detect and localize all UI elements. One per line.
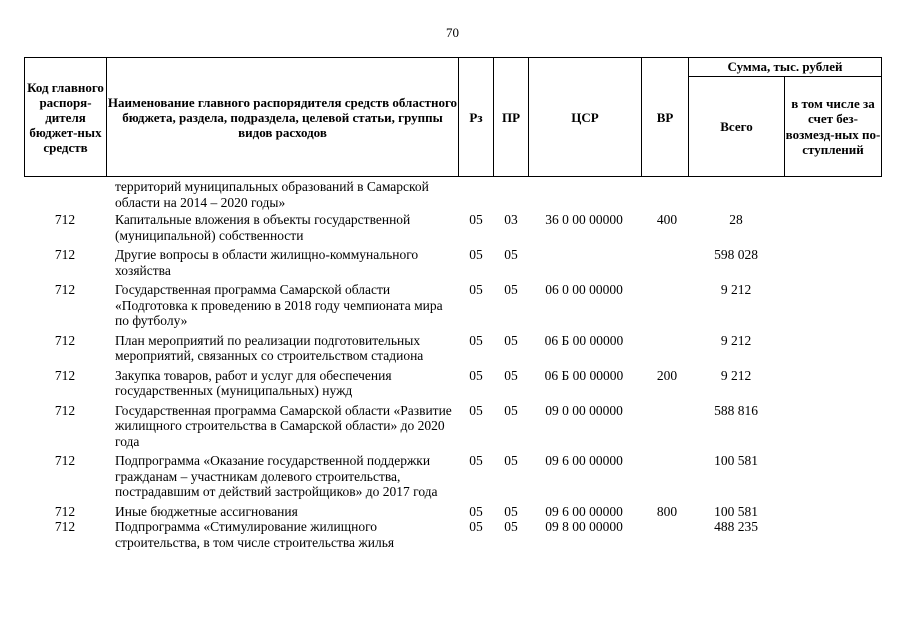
- row-rz: 05: [469, 503, 483, 519]
- row-total: 100 581: [714, 503, 758, 519]
- row-code: 712: [54, 282, 76, 297]
- row-code: 712: [54, 519, 76, 534]
- page-number: 70: [446, 25, 459, 40]
- table-row: [24, 333, 882, 364]
- row-name: План мероприятий по реализации подготовительных мероприятий, связанных со строительством стадиона: [115, 332, 424, 363]
- table-row: [24, 519, 882, 550]
- row-pr: 05: [504, 519, 518, 534]
- row-pr: 05: [504, 402, 518, 418]
- row-code: 712: [54, 503, 76, 519]
- row-rz: 05: [469, 332, 483, 348]
- row-name: Подпрограмма «Оказание государственной поддержки гражданам – участникам долевого строительства, пострадавшим от действий застройщиков» до 2017 года: [115, 453, 438, 499]
- row-pr: 03: [504, 212, 518, 227]
- row-name: территорий муниципальных образований в Самарской области на 2014 – 2020 годы»: [115, 179, 429, 210]
- row-csr: 06 0 00 00000: [545, 282, 623, 297]
- row-vr: 400: [656, 212, 678, 227]
- row-name: Государственная программа Самарской области «Подготовка к проведению в 2018 году чемпионата мира по футболу»: [115, 282, 443, 328]
- row-name: Капитальные вложения в объекты государственной (муниципальной) собственности: [115, 212, 411, 243]
- table-row: [24, 368, 882, 399]
- header-code: Код главного распоря-дителя бюджет-ных средств: [25, 58, 107, 176]
- row-csr: 09 0 00 00000: [545, 402, 623, 418]
- row-vr: 800: [656, 503, 678, 519]
- row-name: Закупка товаров, работ и услуг для обеспечения государственных (муниципальных) нужд: [115, 367, 392, 398]
- row-name: Иные бюджетные ассигнования: [115, 503, 298, 519]
- row-total: 100 581: [714, 453, 758, 468]
- row-csr: 06 Б 00 00000: [544, 332, 624, 348]
- header-grants: в том числе за счет без-возмезд-ных по-ступлений: [785, 95, 881, 157]
- row-name: Другие вопросы в области жилищно-коммунального хозяйства: [115, 247, 419, 278]
- row-total: 28: [729, 212, 743, 227]
- header-rz: Рз: [459, 58, 494, 176]
- header-vr: ВР: [642, 58, 689, 176]
- row-csr: 06 Б 00 00000: [544, 367, 624, 383]
- header-csr: ЦСР: [529, 58, 642, 176]
- table-body: [24, 179, 882, 554]
- row-rz: 05: [469, 367, 483, 383]
- table-row: [24, 403, 882, 450]
- row-rz: 05: [469, 282, 483, 297]
- row-name: Подпрограмма «Стимулирование жилищного строительства, в том числе строительства жилья: [115, 519, 395, 550]
- row-rz: 05: [469, 402, 483, 418]
- row-rz: 05: [469, 453, 483, 468]
- table-header: [24, 57, 882, 177]
- row-csr: 09 6 00 00000: [545, 503, 623, 519]
- row-pr: 05: [504, 282, 518, 297]
- row-pr: 05: [504, 503, 518, 519]
- row-total: 9 212: [720, 282, 752, 297]
- table-row: [24, 247, 882, 278]
- row-pr: 05: [504, 367, 518, 383]
- table-row: [24, 504, 882, 520]
- row-csr: 09 6 00 00000: [545, 453, 623, 468]
- row-code: 712: [54, 332, 76, 348]
- row-code: 712: [54, 247, 76, 262]
- row-total: 488 235: [714, 519, 758, 534]
- row-code: 712: [54, 212, 76, 227]
- header-name: Наименование главного распорядителя средств областного бюджета, раздела, подраздела, целевой статьи, группы видов расходов: [107, 58, 459, 176]
- row-code: 712: [54, 402, 76, 418]
- row-pr: 05: [504, 332, 518, 348]
- table-row: [24, 212, 882, 243]
- row-vr: 200: [656, 367, 678, 383]
- row-rz: 05: [469, 519, 483, 534]
- header-sum: Сумма, тыс. рублей: [689, 58, 881, 77]
- row-csr: 36 0 00 00000: [545, 212, 623, 227]
- row-name: Государственная программа Самарской области «Развитие жилищного строительства в Самарской области» до 2020 года: [115, 402, 452, 449]
- row-rz: 05: [469, 212, 483, 227]
- row-total: 9 212: [720, 367, 752, 383]
- row-total: 588 816: [714, 402, 758, 418]
- header-total: Всего: [689, 77, 785, 176]
- row-rz: 05: [469, 247, 483, 262]
- header-pr: ПР: [494, 58, 529, 176]
- table-row: [24, 179, 882, 210]
- table-row: [24, 453, 882, 500]
- row-pr: 05: [504, 247, 518, 262]
- row-code: 712: [54, 453, 76, 468]
- row-csr: 09 8 00 00000: [545, 519, 623, 534]
- row-total: 598 028: [714, 247, 758, 262]
- row-total: 9 212: [720, 332, 752, 348]
- row-code: 712: [54, 367, 76, 383]
- table-row: [24, 282, 882, 329]
- row-pr: 05: [504, 453, 518, 468]
